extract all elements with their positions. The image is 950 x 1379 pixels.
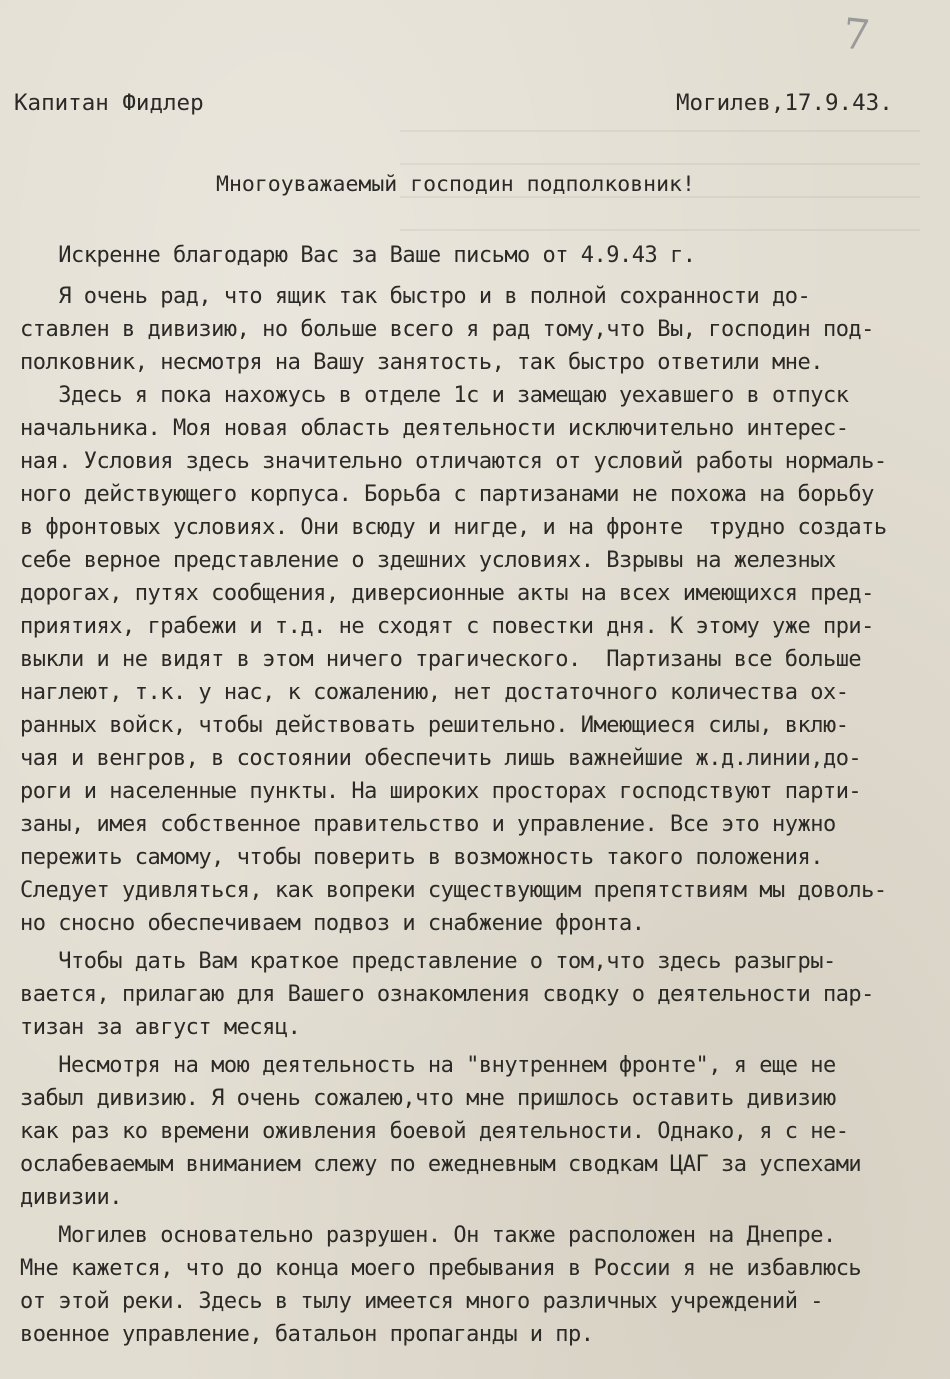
body-line: Следует удивляться, как вопреки существующим препятствиям мы доволь- — [20, 878, 887, 903]
body-line: Несмотря на мою деятельность на "внутреннем фронте", я еще не — [20, 1053, 836, 1078]
body-line: Я очень рад, что ящик так быстро и в полной сохранности до- — [20, 284, 811, 309]
body-line: дорогах, путях сообщения, диверсионные акты на всех имеющихся пред- — [20, 581, 874, 606]
body-line: чая и венгров, в состоянии обеспечить лишь важнейшие ж.д.линии,до- — [20, 746, 862, 771]
body-line: себе верное представление о здешних условиях. Взрывы на железных — [20, 548, 836, 573]
body-line: в фронтовых условиях. Они всюду и нигде, и на фронте трудно создать — [20, 515, 887, 540]
body-line: ная. Условия здесь значительно отличаются от условий работы нормаль- — [20, 449, 887, 474]
body-line: но сносно обеспечиваем подвоз и снабжение фронта. — [20, 911, 645, 936]
body-line: ослабеваемым вниманием слежу по ежедневным сводкам ЦАГ за успехами — [20, 1152, 862, 1177]
body-line: Мне кажется, что до конца моего пребывания в России я не избавлюсь — [20, 1256, 862, 1281]
body-line: ного действующего корпуса. Борьба с партизанами не похожа на борьбу — [20, 482, 874, 507]
body-line: начальника. Моя новая область деятельности исключительно интерес- — [20, 416, 849, 441]
body-line: приятиях, грабежи и т.д. не сходят с повестки дня. К этому уже при- — [20, 614, 874, 639]
body-line: ставлен в дивизию, но больше всего я рад тому,что Вы, господин под- — [20, 317, 874, 342]
body-line: заны, имея собственное правительство и управление. Все это нужно — [20, 812, 836, 837]
sender: Капитан Фидлер — [14, 90, 204, 116]
salutation: Многоуважаемый господин подполковник! — [216, 172, 695, 197]
body-line: Здесь я пока нахожусь в отделе 1с и замещаю уехавшего в отпуск — [20, 383, 849, 408]
archive-page-number: 7 — [840, 8, 873, 61]
body-line: военное управление, батальон пропаганды и пр. — [20, 1322, 594, 1347]
body-line: как раз ко времени оживления боевой деятельности. Однако, я с не- — [20, 1119, 849, 1144]
body-line: роги и населенные пункты. На широких просторах господствуют парти- — [20, 779, 862, 804]
body-line: Чтобы дать Вам краткое представление о том,что здесь разыгры- — [20, 949, 836, 974]
body-line: дивизии. — [20, 1185, 122, 1210]
body-line: Искренне благодарю Вас за Ваше письмо от 4.9.43 г. — [20, 243, 696, 268]
body-line: забыл дивизию. Я очень сожалею,что мне пришлось оставить дивизию — [20, 1086, 836, 1111]
body-line: выкли и не видят в этом ничего трагического. Партизаны все больше — [20, 647, 862, 672]
body-line: наглеют, т.к. у нас, к сожалению, нет достаточного количества ох- — [20, 680, 849, 705]
body-line: Могилев основательно разрушен. Он также расположен на Днепре. — [20, 1223, 836, 1248]
body-line: вается, прилагаю для Вашего ознакомления сводку о деятельности пар- — [20, 982, 874, 1007]
body-line: ранных войск, чтобы действовать решительно. Имеющиеся силы, вклю- — [20, 713, 849, 738]
body-line: тизан за август месяц. — [20, 1015, 301, 1040]
body-line: пережить самому, чтобы поверить в возможность такого положения. — [20, 845, 823, 870]
body-line: от этой реки. Здесь в тылу имеется много различных учреждений - — [20, 1289, 823, 1314]
body-line: полковник, несмотря на Вашу занятость, так быстро ответили мне. — [20, 350, 823, 375]
place-date: Могилев,17.9.43. — [676, 90, 893, 116]
